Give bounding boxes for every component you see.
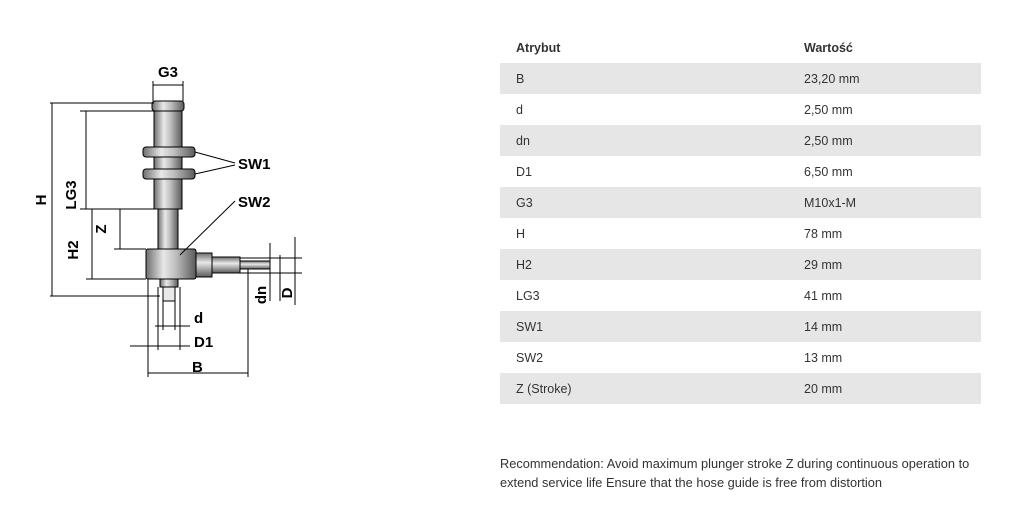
table-row [500,311,981,342]
dim-label-h2: H2 [65,240,82,260]
table-row [500,249,981,280]
table-row [500,94,981,125]
column-header-attribute: Atrybut [516,40,561,55]
value-cell: 23,20 mm [788,63,981,94]
table-header-row [500,32,981,63]
value-cell: M10x1-M [788,187,981,218]
value-cell: 14 mm [788,311,981,342]
table-row [500,63,981,94]
table-row [500,125,981,156]
value-cell: 41 mm [788,280,981,311]
attribute-cell: H2 [500,249,788,280]
attribute-cell: Z (Stroke) [500,373,788,404]
table-row [500,156,981,187]
dim-label-sw2: SW2 [238,194,271,211]
attribute-cell: B [500,63,788,94]
value-cell: 78 mm [788,218,981,249]
attribute-cell: D1 [500,156,788,187]
dim-label-B: B [192,359,203,376]
attribute-cell: SW2 [500,342,788,373]
table-row [500,373,981,404]
dim-label-h: H [33,194,50,206]
dim-label-dn: dn [253,285,270,305]
value-cell: 6,50 mm [788,156,981,187]
value-cell: 20 mm [788,373,981,404]
dim-label-D1: D1 [194,334,214,351]
value-cell: 13 mm [788,342,981,373]
value-cell: 2,50 mm [788,94,981,125]
dim-label-g3: G3 [158,64,179,81]
value-cell: 2,50 mm [788,125,981,156]
technical-drawing [30,55,330,395]
dim-label-d: d [194,310,204,327]
attribute-cell: d [500,94,788,125]
spec-table [500,32,981,404]
dim-label-D: D [279,287,296,299]
dim-label-z: Z [93,224,110,234]
attribute-cell: LG3 [500,280,788,311]
attribute-cell: G3 [500,187,788,218]
column-header-value: Wartość [804,40,853,55]
dim-label-lg3: LG3 [63,180,80,210]
recommendation-text: Recommendation: Avoid maximum plunger stroke Z during continuous operation to extend service life Ensure that the hose guide is free from distortion [500,455,970,490]
value-cell: 29 mm [788,249,981,280]
table-row [500,187,981,218]
table-row [500,218,981,249]
attribute-cell: dn [500,125,788,156]
table-row [500,342,981,373]
dim-label-sw1: SW1 [238,156,271,173]
attribute-cell: SW1 [500,311,788,342]
table-row [500,280,981,311]
attribute-cell: H [500,218,788,249]
